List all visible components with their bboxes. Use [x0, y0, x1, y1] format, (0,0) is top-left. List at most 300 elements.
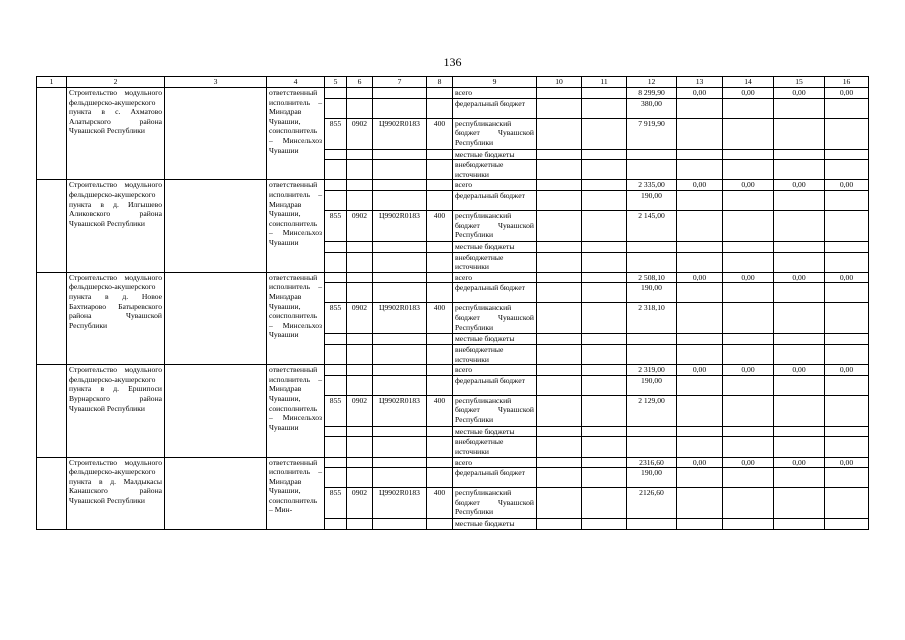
grbs-code-cell: 855 — [325, 303, 347, 334]
v16-value-cell — [825, 395, 869, 426]
funding-source-cell: федеральный бюджет — [453, 98, 537, 118]
grbs-code-cell — [325, 252, 347, 272]
col10-cell — [537, 88, 582, 99]
vr-code-cell — [427, 365, 453, 376]
rzpr-code-cell — [347, 190, 373, 210]
csr-code-cell — [373, 375, 427, 395]
vr-code-cell — [427, 437, 453, 457]
col10-cell — [537, 118, 582, 149]
funding-source-cell: всего — [453, 272, 537, 283]
vr-code-cell — [427, 334, 453, 345]
col11-cell — [582, 241, 627, 252]
v13-value-cell — [677, 303, 723, 334]
funding-source-cell: федеральный бюджет — [453, 190, 537, 210]
column-number-2: 2 — [67, 77, 165, 88]
col10-cell — [537, 160, 582, 180]
table-row — [37, 88, 869, 99]
v16-value-cell — [825, 149, 869, 160]
v16-value-cell — [825, 488, 869, 519]
csr-code-cell — [373, 519, 427, 530]
v15-value-cell: 0,00 — [774, 365, 825, 376]
vr-code-cell — [427, 375, 453, 395]
v16-value-cell: 0,00 — [825, 180, 869, 191]
v15-value-cell — [774, 283, 825, 303]
funding-source-cell: всего — [453, 365, 537, 376]
funding-source-cell: местные бюджеты — [453, 241, 537, 252]
v14-value-cell: 0,00 — [723, 457, 774, 468]
csr-code-cell: Ц9902R0183 — [373, 118, 427, 149]
vr-code-cell — [427, 180, 453, 191]
vr-code-cell — [427, 160, 453, 180]
csr-code-cell — [373, 180, 427, 191]
col10-cell — [537, 426, 582, 437]
v14-value-cell: 0,00 — [723, 88, 774, 99]
grbs-code-cell — [325, 88, 347, 99]
v16-value-cell — [825, 334, 869, 345]
empty-cell — [165, 180, 267, 272]
funding-source-cell: всего — [453, 457, 537, 468]
rzpr-code-cell: 0902 — [347, 395, 373, 426]
funding-source-cell: внебюджетные источники — [453, 437, 537, 457]
v15-value-cell — [774, 190, 825, 210]
col11-cell — [582, 426, 627, 437]
v13-value-cell — [677, 519, 723, 530]
v14-value-cell — [723, 303, 774, 334]
csr-code-cell — [373, 365, 427, 376]
v13-value-cell — [677, 488, 723, 519]
v12-value-cell: 190,00 — [627, 190, 677, 210]
csr-code-cell — [373, 252, 427, 272]
project-name-cell: Строительство модульного фельдшерско-акушерского пункта в с. Ахматово Алатырского района Чувашской Республики — [67, 88, 165, 180]
executor-cell: ответственный исполнитель – Минздрав Чувашии, соисполнитель – Минсельхоз Чувашии — [267, 180, 325, 272]
project-name-cell: Строительство модульного фельдшерско-акушерского пункта в д. Илгышево Аликовского района Чувашской Республики — [67, 180, 165, 272]
row-number-cell — [37, 457, 67, 529]
col10-cell — [537, 437, 582, 457]
vr-code-cell: 400 — [427, 303, 453, 334]
funding-source-cell: внебюджетные источники — [453, 344, 537, 364]
rzpr-code-cell — [347, 283, 373, 303]
csr-code-cell — [373, 241, 427, 252]
rzpr-code-cell — [347, 519, 373, 530]
col10-cell — [537, 303, 582, 334]
grbs-code-cell — [325, 241, 347, 252]
col10-cell — [537, 457, 582, 468]
v12-value-cell: 2316,60 — [627, 457, 677, 468]
funding-source-cell: федеральный бюджет — [453, 283, 537, 303]
v13-value-cell — [677, 344, 723, 364]
csr-code-cell — [373, 344, 427, 364]
grbs-code-cell — [325, 272, 347, 283]
v13-value-cell: 0,00 — [677, 88, 723, 99]
csr-code-cell: Ц9902R0183 — [373, 210, 427, 241]
grbs-code-cell — [325, 344, 347, 364]
v16-value-cell — [825, 468, 869, 488]
v14-value-cell: 0,00 — [723, 365, 774, 376]
funding-source-cell: республиканский бюджет Чувашской Республики — [453, 488, 537, 519]
v15-value-cell — [774, 375, 825, 395]
v13-value-cell — [677, 118, 723, 149]
grbs-code-cell — [325, 334, 347, 345]
grbs-code-cell — [325, 283, 347, 303]
table-row — [37, 365, 869, 376]
vr-code-cell: 400 — [427, 488, 453, 519]
v15-value-cell — [774, 426, 825, 437]
column-number-14: 14 — [723, 77, 774, 88]
funding-source-cell: внебюджетные источники — [453, 160, 537, 180]
funding-source-cell: федеральный бюджет — [453, 375, 537, 395]
funding-source-cell: всего — [453, 180, 537, 191]
v13-value-cell: 0,00 — [677, 272, 723, 283]
v12-value-cell — [627, 437, 677, 457]
rzpr-code-cell — [347, 426, 373, 437]
col11-cell — [582, 180, 627, 191]
v15-value-cell — [774, 395, 825, 426]
grbs-code-cell — [325, 149, 347, 160]
rzpr-code-cell: 0902 — [347, 210, 373, 241]
v16-value-cell: 0,00 — [825, 272, 869, 283]
vr-code-cell — [427, 272, 453, 283]
v13-value-cell — [677, 252, 723, 272]
column-number-1: 1 — [37, 77, 67, 88]
v15-value-cell — [774, 241, 825, 252]
csr-code-cell — [373, 149, 427, 160]
v14-value-cell — [723, 519, 774, 530]
rzpr-code-cell — [347, 468, 373, 488]
row-number-cell — [37, 272, 67, 364]
v16-value-cell: 0,00 — [825, 88, 869, 99]
col11-cell — [582, 190, 627, 210]
vr-code-cell — [427, 190, 453, 210]
col11-cell — [582, 303, 627, 334]
funding-source-cell: республиканский бюджет Чувашской Республики — [453, 303, 537, 334]
v12-value-cell: 190,00 — [627, 283, 677, 303]
col11-cell — [582, 98, 627, 118]
v13-value-cell — [677, 98, 723, 118]
v13-value-cell: 0,00 — [677, 457, 723, 468]
v15-value-cell — [774, 160, 825, 180]
csr-code-cell — [373, 426, 427, 437]
col11-cell — [582, 365, 627, 376]
v16-value-cell — [825, 437, 869, 457]
v12-value-cell: 2126,60 — [627, 488, 677, 519]
column-number-8: 8 — [427, 77, 453, 88]
v12-value-cell: 7 919,90 — [627, 118, 677, 149]
v12-value-cell — [627, 241, 677, 252]
grbs-code-cell — [325, 437, 347, 457]
col10-cell — [537, 180, 582, 191]
col11-cell — [582, 88, 627, 99]
funding-source-cell: всего — [453, 88, 537, 99]
col10-cell — [537, 272, 582, 283]
v12-value-cell: 190,00 — [627, 468, 677, 488]
csr-code-cell — [373, 98, 427, 118]
col11-cell — [582, 272, 627, 283]
project-name-cell: Строительство модульного фельдшерско-акушерского пункта в д. Ершипоси Вурнарского района Чувашской Республики — [67, 365, 165, 457]
v14-value-cell — [723, 149, 774, 160]
grbs-code-cell: 855 — [325, 488, 347, 519]
v15-value-cell — [774, 519, 825, 530]
v16-value-cell — [825, 98, 869, 118]
rzpr-code-cell — [347, 344, 373, 364]
rzpr-code-cell — [347, 375, 373, 395]
funding-source-cell: республиканский бюджет Чувашской Республики — [453, 210, 537, 241]
col10-cell — [537, 98, 582, 118]
v12-value-cell: 2 319,00 — [627, 365, 677, 376]
col10-cell — [537, 190, 582, 210]
csr-code-cell — [373, 457, 427, 468]
v16-value-cell — [825, 118, 869, 149]
col11-cell — [582, 283, 627, 303]
column-number-3: 3 — [165, 77, 267, 88]
rzpr-code-cell — [347, 98, 373, 118]
col10-cell — [537, 488, 582, 519]
v13-value-cell: 0,00 — [677, 180, 723, 191]
rzpr-code-cell: 0902 — [347, 118, 373, 149]
grbs-code-cell: 855 — [325, 395, 347, 426]
rzpr-code-cell — [347, 160, 373, 180]
col11-cell — [582, 437, 627, 457]
funding-source-cell: федеральный бюджет — [453, 468, 537, 488]
empty-cell — [165, 457, 267, 529]
rzpr-code-cell: 0902 — [347, 303, 373, 334]
v16-value-cell — [825, 252, 869, 272]
v14-value-cell — [723, 210, 774, 241]
csr-code-cell — [373, 437, 427, 457]
empty-cell — [165, 88, 267, 180]
v14-value-cell — [723, 468, 774, 488]
v13-value-cell — [677, 437, 723, 457]
v16-value-cell — [825, 375, 869, 395]
col10-cell — [537, 519, 582, 530]
rzpr-code-cell — [347, 365, 373, 376]
column-number-4: 4 — [267, 77, 325, 88]
v16-value-cell — [825, 344, 869, 364]
v15-value-cell — [774, 118, 825, 149]
executor-cell: ответственный исполнитель – Минздрав Чувашии, соисполнитель – Минсельхоз Чувашии — [267, 272, 325, 364]
grbs-code-cell — [325, 426, 347, 437]
empty-cell — [165, 272, 267, 364]
v13-value-cell — [677, 210, 723, 241]
csr-code-cell — [373, 88, 427, 99]
rzpr-code-cell — [347, 252, 373, 272]
grbs-code-cell — [325, 468, 347, 488]
vr-code-cell — [427, 457, 453, 468]
v12-value-cell: 2 145,00 — [627, 210, 677, 241]
v12-value-cell: 2 508,10 — [627, 272, 677, 283]
grbs-code-cell — [325, 190, 347, 210]
v13-value-cell — [677, 283, 723, 303]
col10-cell — [537, 344, 582, 364]
v14-value-cell — [723, 426, 774, 437]
v12-value-cell — [627, 344, 677, 364]
col11-cell — [582, 395, 627, 426]
v12-value-cell: 380,00 — [627, 98, 677, 118]
v15-value-cell — [774, 468, 825, 488]
project-name-cell: Строительство модульного фельдшерско-акушерского пункта в д. Новое Бахтиарово Батыревского района Чувашской Республики — [67, 272, 165, 364]
column-number-9: 9 — [453, 77, 537, 88]
rzpr-code-cell — [347, 272, 373, 283]
vr-code-cell: 400 — [427, 210, 453, 241]
column-number-10: 10 — [537, 77, 582, 88]
col11-cell — [582, 334, 627, 345]
v12-value-cell — [627, 160, 677, 180]
v13-value-cell: 0,00 — [677, 365, 723, 376]
empty-cell — [165, 365, 267, 457]
v14-value-cell — [723, 98, 774, 118]
col11-cell — [582, 488, 627, 519]
funding-source-cell: республиканский бюджет Чувашской Республики — [453, 118, 537, 149]
funding-source-cell: внебюджетные источники — [453, 252, 537, 272]
funding-source-cell: местные бюджеты — [453, 426, 537, 437]
col11-cell — [582, 210, 627, 241]
col11-cell — [582, 457, 627, 468]
col11-cell — [582, 375, 627, 395]
v12-value-cell — [627, 519, 677, 530]
v15-value-cell: 0,00 — [774, 457, 825, 468]
csr-code-cell — [373, 468, 427, 488]
v12-value-cell — [627, 149, 677, 160]
grbs-code-cell: 855 — [325, 210, 347, 241]
v12-value-cell: 2 129,00 — [627, 395, 677, 426]
v12-value-cell — [627, 334, 677, 345]
v12-value-cell: 8 299,90 — [627, 88, 677, 99]
v15-value-cell — [774, 488, 825, 519]
v12-value-cell: 190,00 — [627, 375, 677, 395]
v16-value-cell — [825, 190, 869, 210]
v15-value-cell: 0,00 — [774, 180, 825, 191]
rzpr-code-cell — [347, 437, 373, 457]
column-number-row — [37, 77, 869, 88]
grbs-code-cell — [325, 180, 347, 191]
vr-code-cell: 400 — [427, 395, 453, 426]
rzpr-code-cell — [347, 180, 373, 191]
executor-cell: ответственный исполнитель – Минздрав Чувашии, соисполнитель – Минсельхоз Чувашии — [267, 365, 325, 457]
v13-value-cell — [677, 468, 723, 488]
col11-cell — [582, 149, 627, 160]
table-row — [37, 180, 869, 191]
row-number-cell — [37, 365, 67, 457]
project-name-cell: Строительство модульного фельдшерско-акушерского пункта в д. Малдыкасы Канашского района Чувашской Республики — [67, 457, 165, 529]
csr-code-cell: Ц9902R0183 — [373, 303, 427, 334]
column-number-15: 15 — [774, 77, 825, 88]
v14-value-cell — [723, 334, 774, 345]
v16-value-cell: 0,00 — [825, 457, 869, 468]
column-number-12: 12 — [627, 77, 677, 88]
grbs-code-cell — [325, 519, 347, 530]
funding-source-cell: республиканский бюджет Чувашской Республики — [453, 395, 537, 426]
v12-value-cell — [627, 426, 677, 437]
column-number-5: 5 — [325, 77, 347, 88]
col10-cell — [537, 283, 582, 303]
col11-cell — [582, 468, 627, 488]
column-number-13: 13 — [677, 77, 723, 88]
row-number-cell — [37, 88, 67, 180]
vr-code-cell — [427, 426, 453, 437]
v15-value-cell: 0,00 — [774, 272, 825, 283]
v15-value-cell — [774, 210, 825, 241]
grbs-code-cell: 855 — [325, 118, 347, 149]
v14-value-cell — [723, 241, 774, 252]
col10-cell — [537, 395, 582, 426]
v14-value-cell: 0,00 — [723, 180, 774, 191]
v14-value-cell — [723, 375, 774, 395]
v14-value-cell — [723, 344, 774, 364]
col11-cell — [582, 344, 627, 364]
v14-value-cell — [723, 395, 774, 426]
vr-code-cell — [427, 241, 453, 252]
vr-code-cell — [427, 252, 453, 272]
col10-cell — [537, 149, 582, 160]
v15-value-cell — [774, 437, 825, 457]
v12-value-cell: 2 335,00 — [627, 180, 677, 191]
v15-value-cell — [774, 98, 825, 118]
v13-value-cell — [677, 160, 723, 180]
v14-value-cell — [723, 437, 774, 457]
v15-value-cell — [774, 344, 825, 364]
v14-value-cell — [723, 283, 774, 303]
v16-value-cell — [825, 241, 869, 252]
row-number-cell — [37, 180, 67, 272]
v13-value-cell — [677, 149, 723, 160]
col10-cell — [537, 334, 582, 345]
column-number-16: 16 — [825, 77, 869, 88]
col10-cell — [537, 241, 582, 252]
v16-value-cell — [825, 210, 869, 241]
v14-value-cell — [723, 160, 774, 180]
v14-value-cell — [723, 118, 774, 149]
grbs-code-cell — [325, 160, 347, 180]
page-number: 136 — [443, 55, 462, 69]
rzpr-code-cell: 0902 — [347, 488, 373, 519]
v16-value-cell — [825, 160, 869, 180]
funding-source-cell: местные бюджеты — [453, 334, 537, 345]
v16-value-cell — [825, 519, 869, 530]
v12-value-cell: 2 318,10 — [627, 303, 677, 334]
table-row — [37, 457, 869, 468]
rzpr-code-cell — [347, 241, 373, 252]
csr-code-cell — [373, 190, 427, 210]
col10-cell — [537, 252, 582, 272]
col10-cell — [537, 375, 582, 395]
v16-value-cell: 0,00 — [825, 365, 869, 376]
vr-code-cell — [427, 519, 453, 530]
csr-code-cell — [373, 160, 427, 180]
vr-code-cell: 400 — [427, 118, 453, 149]
vr-code-cell — [427, 149, 453, 160]
grbs-code-cell — [325, 375, 347, 395]
vr-code-cell — [427, 344, 453, 364]
csr-code-cell — [373, 334, 427, 345]
funding-source-cell: местные бюджеты — [453, 149, 537, 160]
v13-value-cell — [677, 395, 723, 426]
budget-table — [36, 76, 869, 530]
rzpr-code-cell — [347, 88, 373, 99]
v14-value-cell — [723, 488, 774, 519]
vr-code-cell — [427, 468, 453, 488]
csr-code-cell — [373, 283, 427, 303]
vr-code-cell — [427, 98, 453, 118]
table-row — [37, 272, 869, 283]
v13-value-cell — [677, 334, 723, 345]
v15-value-cell: 0,00 — [774, 88, 825, 99]
v14-value-cell — [723, 252, 774, 272]
v15-value-cell — [774, 303, 825, 334]
rzpr-code-cell — [347, 457, 373, 468]
executor-cell: ответственный исполнитель – Минздрав Чувашии, соисполнитель – Минсельхоз Чувашии — [267, 88, 325, 180]
grbs-code-cell — [325, 365, 347, 376]
v14-value-cell: 0,00 — [723, 272, 774, 283]
col11-cell — [582, 252, 627, 272]
